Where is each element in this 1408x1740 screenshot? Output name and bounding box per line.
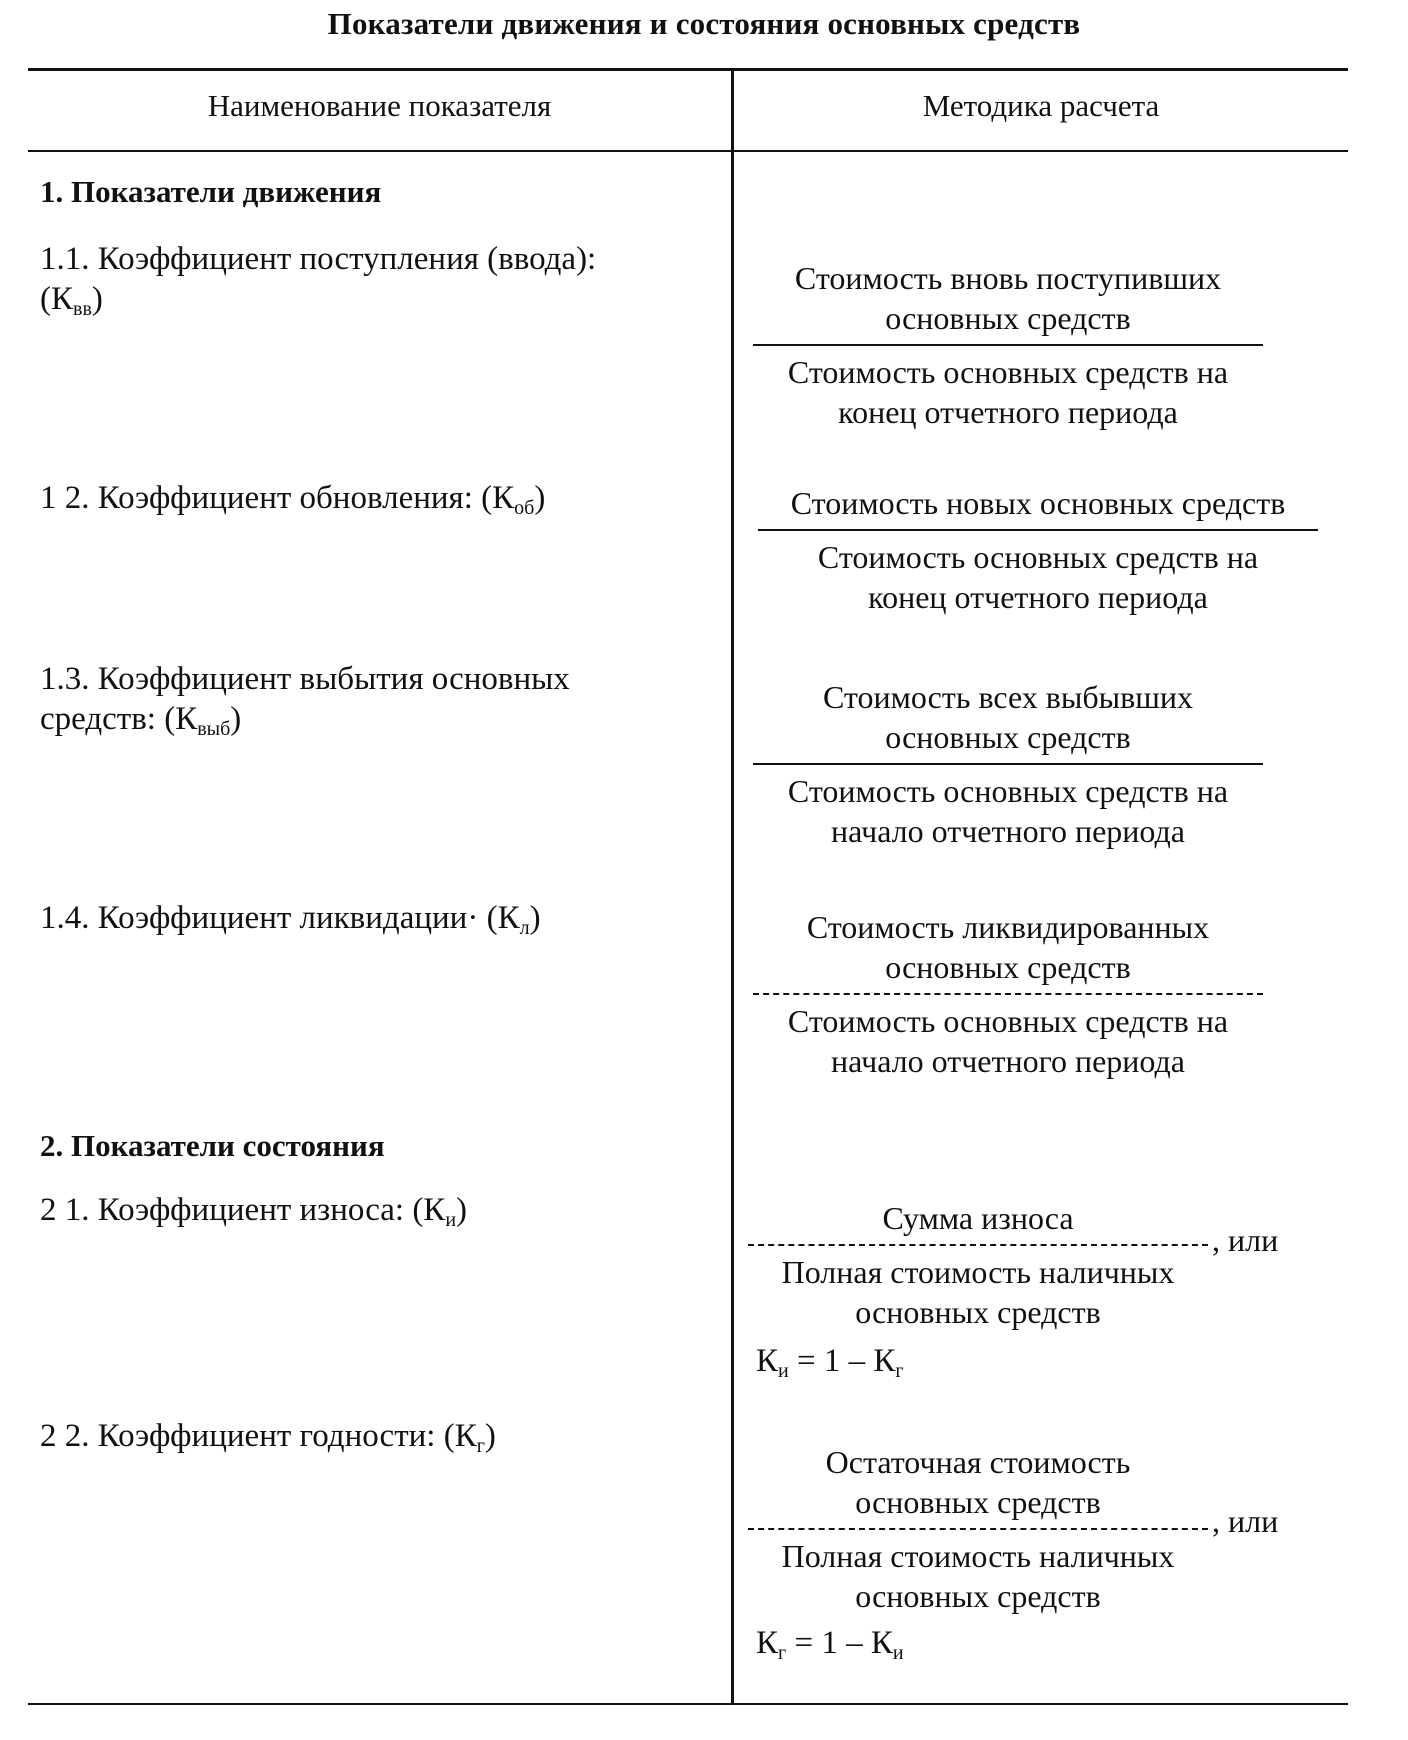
- column-header-method: Методика расчета: [922, 88, 1160, 123]
- serviceability-equation: $К_г = 1 - К_и$: [756, 1625, 904, 1664]
- indicator-label-retirement: [40, 659, 680, 739]
- formula-numerator: Сумма износа: [882, 1200, 1074, 1236]
- formula-numerator: Стоимость ликвидированных основных средств: [806, 909, 1210, 985]
- formula-liquidation: [748, 907, 1268, 1081]
- indicator-label-intake: [40, 239, 680, 319]
- formula-numerator: Стоимость вновь поступивших основных средств: [794, 260, 1222, 336]
- formula-denominator: Стоимость основных средств на конец отчетного периода: [817, 539, 1259, 615]
- table-top-rule: [28, 68, 1348, 71]
- indicator-label-liquidation: 1.4. Коэффициент ликвидации· $(К_л)$: [40, 900, 541, 939]
- column-divider: [731, 68, 734, 1705]
- formula-numerator: Стоимость всех выбывших основных средств: [823, 679, 1193, 755]
- formula-numerator: Остаточная стоимость основных средств: [825, 1444, 1131, 1520]
- indicator-label-wear: 2 1. Коэффициент износа: $(К_и)$: [40, 1192, 468, 1231]
- indicator-label-serviceability: 2 2. Коэффициент годности: $(К_г)$: [40, 1418, 496, 1457]
- or-text: , или: [1212, 1222, 1279, 1258]
- section-heading-condition: 2. Показатели состояния: [40, 1128, 385, 1163]
- formula-wear: [748, 1198, 1208, 1332]
- formula-denominator: Стоимость основных средств на начало отчетного периода: [787, 1003, 1229, 1079]
- section-heading-movement: 1. Показатели движения: [40, 174, 382, 209]
- fraction-bar: [753, 993, 1263, 995]
- header-bottom-rule: [28, 150, 1348, 152]
- fraction-bar: [753, 763, 1263, 765]
- formula-renewal: [748, 483, 1328, 617]
- formula-numerator: Стоимость новых основных средств: [790, 485, 1286, 521]
- fraction-bar: [753, 344, 1263, 346]
- indicator-label-renewal: 1 2. Коэффициент обновления: $(К_{об})$: [40, 480, 546, 519]
- indicator-label-line: $(К_{вв})$: [40, 281, 103, 320]
- wear-equation: $К_и = 1 - К_г$: [756, 1343, 904, 1382]
- formula-serviceability: [748, 1442, 1208, 1616]
- formula-denominator: Стоимость основных средств на начало отчетного периода: [787, 773, 1229, 849]
- formula-retirement: [748, 677, 1268, 851]
- formula-denominator: Полная стоимость наличных основных средств: [781, 1254, 1175, 1330]
- formula-denominator: Стоимость основных средств на конец отчетного периода: [787, 354, 1229, 430]
- or-text: , или: [1212, 1503, 1279, 1539]
- formula-intake: [748, 258, 1268, 432]
- indicator-label-line: 1.3. Коэффициент выбытия основных: [40, 661, 570, 697]
- indicator-label-line: средств: $(К_{выб})$: [40, 701, 242, 740]
- indicator-label-line: 1.1. Коэффициент поступления (ввода):: [40, 241, 597, 277]
- formula-denominator: Полная стоимость наличных основных средств: [781, 1538, 1175, 1614]
- table-bottom-rule: [28, 1703, 1348, 1705]
- table-title: Показатели движения и состояния основных средств: [327, 6, 1081, 41]
- fraction-bar: [748, 1244, 1208, 1246]
- column-header-name: Наименование показателя: [207, 88, 552, 123]
- fraction-bar: [758, 529, 1318, 531]
- fraction-bar: [748, 1528, 1208, 1530]
